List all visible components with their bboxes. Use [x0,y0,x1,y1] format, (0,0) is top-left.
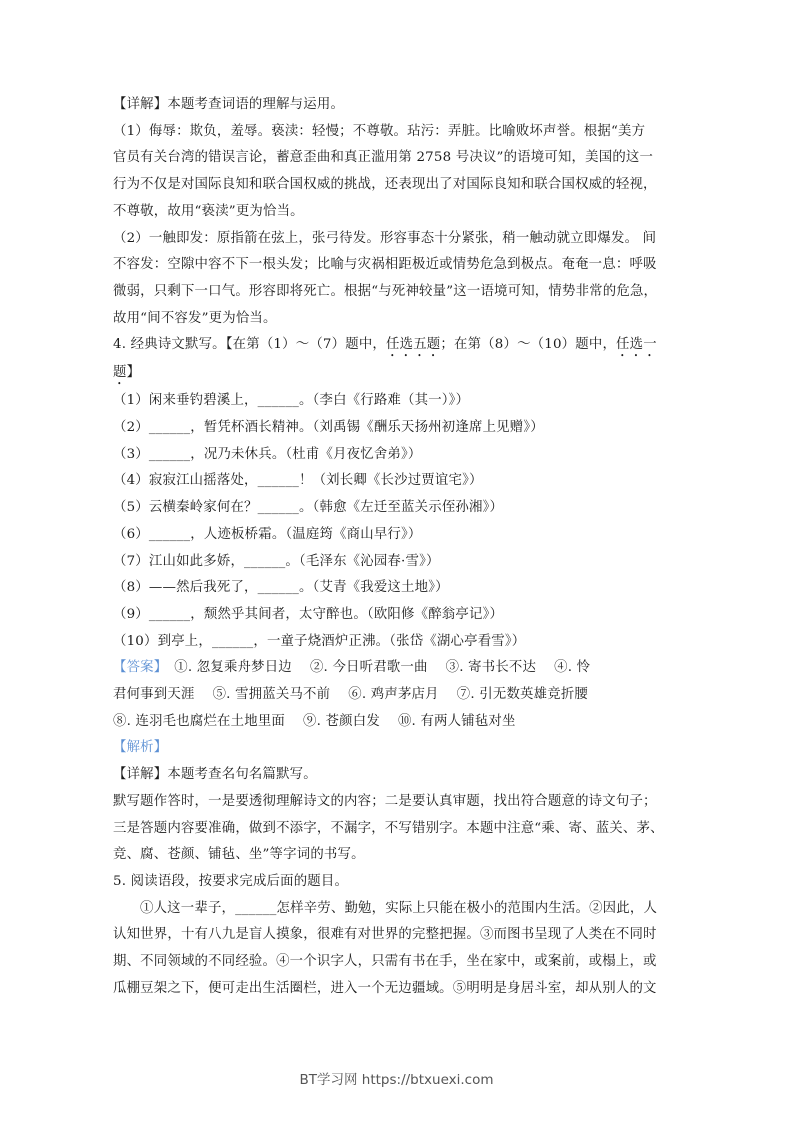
q4-item: （8）——然后我死了，______。（艾青《我爱这土地》） [113,580,449,596]
q4-item: （10）到亭上，______，一童子烧酒炉正沸。（张岱《湖心亭看雪》） [113,633,526,649]
document-page [113,92,683,1003]
question-4-heading-cont [113,360,683,388]
q4-emphasis-select-five: 任选五题 [386,337,441,353]
q4-emphasis-ti: 题 [113,365,127,381]
answer-line [113,655,683,682]
answer-text: ①. 忽复乘舟梦日边 ②. 今日听君歌一曲 ③. 寄书长不达 ④. 怜 [160,660,591,676]
q5-passage-line: ①人这一辈子，______怎样辛劳、勤勉，实际上只能在极小的范围内生活。②因此，人 [140,900,658,916]
detail-p1-line: 官员有关台湾的错误言论，蓄意歪曲和真正滥用第 2758 号决议”的语境可知，美国的这一 [113,150,654,166]
footer-watermark: BT学习网 https://btxuexi.com [299,1072,494,1088]
q4-head-text: ；在第（8）～（10）题中， [440,337,617,353]
q4-item: （4）寂寂江山摇落处，______！（刘长卿《长沙过贾谊宅》） [113,473,483,489]
q5-passage-line: 认知世界，十有八九是盲人摸象，很难有对世界的完整把握。③而图书呈现了人类在不同时 [113,927,657,943]
detail-heading: 【详解】本题考查名句名篇默写。 [113,767,317,783]
q4-emphasis-select-one: 任选一 [616,337,657,353]
detail-line: 三是答题内容要准确，做到不添字，不漏字，不写错别字。本题中注意“乘、寄、蓝关、茅、 [113,820,664,836]
q5-passage-line: 期、不同领域的不同经验。④一个识字人，只需有书在手，坐在家中，或案前，或榻上，或 [113,954,657,970]
detail-line: 默写题作答时，一是要透彻理解诗文的内容；二是要认真审题，找出符合题意的诗文句子； [113,793,657,809]
answer-line: ⑧. 连羽毛也腐烂在土地里面 ⑨. 苍颜白发 ⑩. 有两人铺毡对坐 [113,713,516,729]
q4-item: （9）______，颓然乎其间者，太守醉也。（欧阳修《醉翁亭记》） [113,606,504,622]
q4-item: （2）______，暂凭杯酒长精神。（刘禹锡《酬乐天扬州初逢席上见赠》） [113,420,544,436]
q4-head-text: 】 [126,365,141,381]
analysis-label: 【解析】 [113,740,168,756]
question-5-heading: 5. 阅读语段，按要求完成后面的题目。 [113,873,349,889]
q4-item: （5）云横秦岭家何在？______。（韩愈《左迁至蓝关示侄孙湘》） [113,500,504,516]
q4-item: （6）______，人迹板桥霜。（温庭筠《商山早行》） [113,526,422,542]
q4-head-text: 4. 经典诗文默写。【在第（1）～（7）题中， [113,337,387,353]
answer-line: 君何事到天涯 ⑤. 雪拥蓝关马不前 ⑥. 鸡声茅店月 ⑦. 引无数英雄竞折腰 [113,687,589,703]
detail-p1-line: （1）侮辱：欺负，羞辱。亵渎：轻慢；不尊敬。玷污：弄脏。比喻败坏声誉。根据“美方 [113,123,646,139]
detail-p2-line: （2）一触即发：原指箭在弦上，张弓待发。形容事态十分紧张，稍一触动就立即爆发。 间 [113,230,657,246]
detail-p1-line: 行为不仅是对国际良知和联合国权威的挑战，还表现出了对国际良知和联合国权威的轻视， [113,177,657,193]
q4-item: （7）江山如此多娇，______。（毛泽东《沁园春·雪》） [113,553,440,569]
detail-p2-line: 不容发：空隙中容不下一根头发；比喻与灾祸相距极近或情势危急到极点。奄奄一息：呼吸 [113,257,657,273]
answer-label: 【答案】 [113,660,161,676]
question-4-heading [113,332,683,360]
detail-p1-line: 不尊敬，故用“亵渎”更为恰当。 [113,203,304,219]
detail-p2-line: 故用“间不容发”更为恰当。 [113,310,277,326]
q4-item: （1）闲来垂钓碧溪上，______。（李白《行路难（其一）》） [113,393,470,409]
q5-passage-line: 瓜棚豆架之下，便可走出生活圈栏，进入一个无边疆域。⑤明明是身居斗室，却从别人的文 [113,980,657,996]
q4-item: （3）______，况乃未休兵。（杜甫《月夜忆舍弟》） [113,446,422,462]
detail-line: 竞、腐、苍颜、铺毡、坐”等字词的书写。 [113,847,365,863]
detail-p2-line: 微弱，只剩下一口气。形容即将死亡。根据“与死神较量”这一语境可知，情势非常的危急， [113,283,658,299]
detail-heading: 【详解】本题考查词语的理解与运用。 [113,97,345,112]
